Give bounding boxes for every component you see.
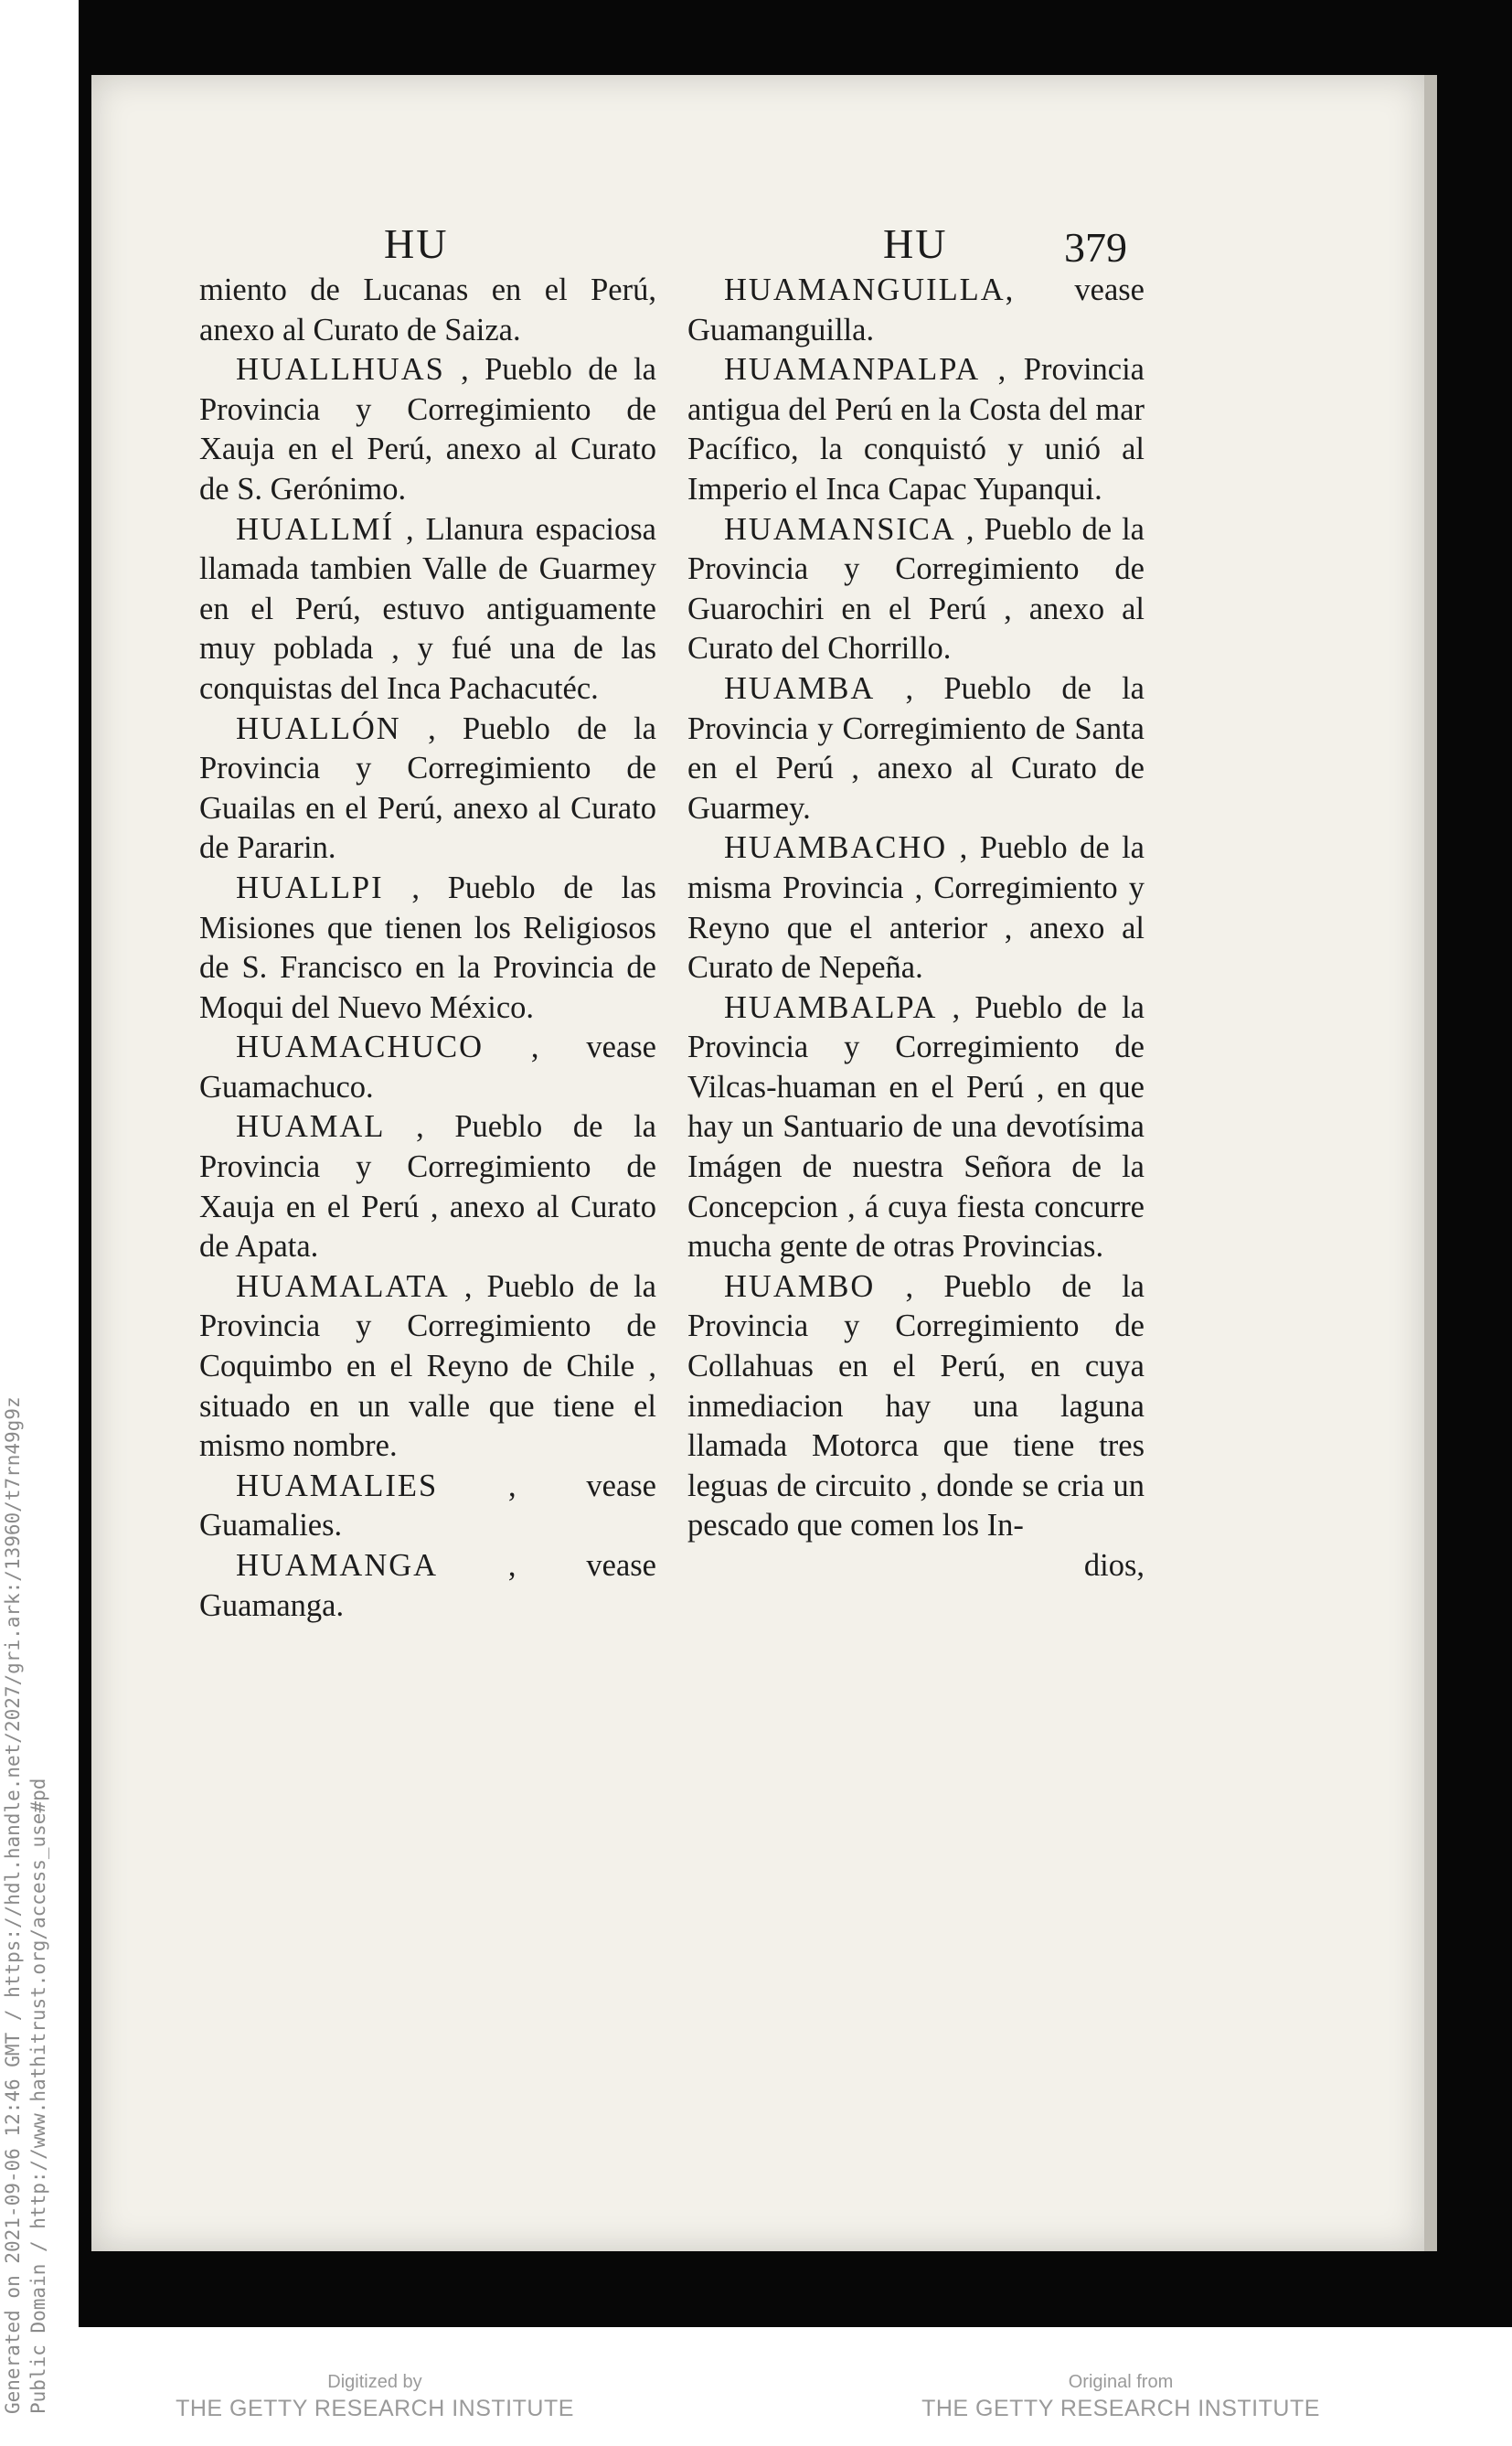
credit-institution: THE GETTY RESEARCH INSTITUTE <box>176 2396 574 2421</box>
entry-text: , Pueblo de la Provincia y Corregimiento de Xauja en el Perú , anexo al Curato de Apata. <box>199 1109 656 1265</box>
entry-text: , Pueblo de la Provincia y Corregimiento de Coquimbo en el Reyno de Chile , situado en un valle que tiene el mismo nombre. <box>199 1268 656 1464</box>
dictionary-entry <box>687 350 1145 509</box>
entry-text: , vease Guamalies. <box>199 1468 656 1543</box>
left-column <box>199 271 656 1626</box>
entry-text: , Pueblo de las Misiones que tienen los Religiosos de S. Francisco en la Provincia de Moqui del Nuevo México. <box>199 870 656 1025</box>
dictionary-entry <box>199 350 656 509</box>
entry-headword: HUAMACHUCO <box>236 1030 484 1065</box>
dictionary-entry <box>199 1028 656 1107</box>
dictionary-entry <box>687 510 1145 669</box>
digitized-by-credit <box>165 2370 585 2423</box>
dictionary-entry <box>199 1546 656 1626</box>
page-edge <box>1424 75 1437 2251</box>
entry-text: miento de Lucanas en el Perú, anexo al Curato de Saiza. <box>199 272 656 347</box>
entry-headword: HUAMALATA <box>236 1268 450 1304</box>
credit-caption: Digitized by <box>327 2372 422 2392</box>
dictionary-entry <box>199 869 656 1028</box>
dictionary-entry <box>199 710 656 869</box>
entry-headword: HUALLHUAS <box>236 352 445 388</box>
entry-text: , Pueblo de la misma Provincia , Corregimiento y Reyno que el anterior , anexo al Curato de Nepeña. <box>687 830 1145 986</box>
entry-headword: HUAMBACHO <box>724 830 948 866</box>
entry-text: , Pueblo de la Provincia y Corregimiento de Collahuas en el Perú, en cuya inmediacion hay una laguna llamada Motorca que tiene tres leguas de circuito , donde se cria un pescado que comen los In- <box>687 1268 1145 1543</box>
entry-headword: HUALLPI <box>236 870 384 905</box>
dictionary-entry <box>687 669 1145 828</box>
dictionary-entry <box>687 1267 1145 1546</box>
dictionary-entry <box>199 510 656 710</box>
dictionary-entry <box>687 271 1145 350</box>
entry-text: , Pueblo de la Provincia y Corregimiento de Guarochiri en el Perú , anexo al Curato del Chorrillo. <box>687 511 1145 667</box>
entry-headword: HUAMAL <box>236 1109 386 1145</box>
credit-caption: Original from <box>1068 2372 1174 2392</box>
entry-text: , vease Guamanguilla. <box>687 272 1145 347</box>
entry-text: , Pueblo de la Provincia y Corregimiento de Xauja en el Perú, anexo al Curato de S. Gerónimo. <box>199 352 656 507</box>
hathitrust-stamp <box>0 1134 51 2414</box>
entry-text: , vease Guamachuco. <box>199 1030 656 1105</box>
entry-headword: HUAMALIES <box>236 1468 439 1503</box>
dictionary-entry <box>687 828 1145 988</box>
entry-headword: HUALLMÍ <box>236 511 395 547</box>
dictionary-entry <box>199 1467 656 1546</box>
dictionary-entry <box>199 1267 656 1467</box>
original-from-credit <box>910 2370 1331 2423</box>
entry-text: , Llanura espaciosa llamada tambien Valle de Guarmey en el Perú, estuvo antiguamente muy poblada , y fué una de las conquistas del Inca Pachacutéc. <box>199 511 656 706</box>
dictionary-entry <box>687 988 1145 1267</box>
entry-headword: HUALLÓN <box>236 710 401 746</box>
entry-text: , Provincia antigua del Perú en la Costa del mar Pacífico, la conquistó y unió al Imperio el Inca Capac Yupanqui. <box>687 352 1145 507</box>
entry-text: , Pueblo de la Provincia y Corregimiento de Vilcas-huaman en el Perú , en que hay un Santuario de una devotísima Imágen de nuestra Señora de la Concepcion , á cuya fiesta concurre mucha gente de otras Provincias. <box>687 989 1145 1265</box>
running-head-right: HU <box>883 220 948 267</box>
entry-text: , vease Guamanga. <box>199 1548 656 1623</box>
entry-text: , Pueblo de la Provincia y Corregimiento de Guailas en el Perú, anexo al Curato de Pararin. <box>199 710 656 866</box>
page-number: 379 <box>1064 224 1127 271</box>
entry-headword: HUAMBA <box>724 670 876 706</box>
catchword: dios, <box>1083 1548 1145 1583</box>
dictionary-entry <box>199 1107 656 1266</box>
dictionary-entry <box>199 271 656 350</box>
entry-headword: HUAMANGA <box>236 1548 439 1583</box>
credit-institution: THE GETTY RESEARCH INSTITUTE <box>921 2396 1320 2421</box>
entry-text: , Pueblo de la Provincia y Corregimiento de Santa en el Perú , anexo al Curato de Guarmey. <box>687 670 1145 826</box>
entry-headword: HUAMANPALPA <box>724 352 981 388</box>
entry-headword: HUAMBALPA <box>724 989 938 1025</box>
right-column <box>687 271 1145 1586</box>
entry-headword: HUAMBO <box>724 1268 876 1304</box>
entry-headword: HUAMANSICA <box>724 511 956 547</box>
entry-headword: HUAMANGUILLA <box>724 272 1006 307</box>
running-head-left: HU <box>384 220 449 267</box>
generated-line: Generated on 2021-09-06 12:46 GMT / https://hdl.handle.net/2027/gri.ark:/13960/t7rn49g9z <box>2 1396 24 2414</box>
rights-line: Public Domain / http://www.hathitrust.org/access_use#pd <box>27 1778 49 2414</box>
